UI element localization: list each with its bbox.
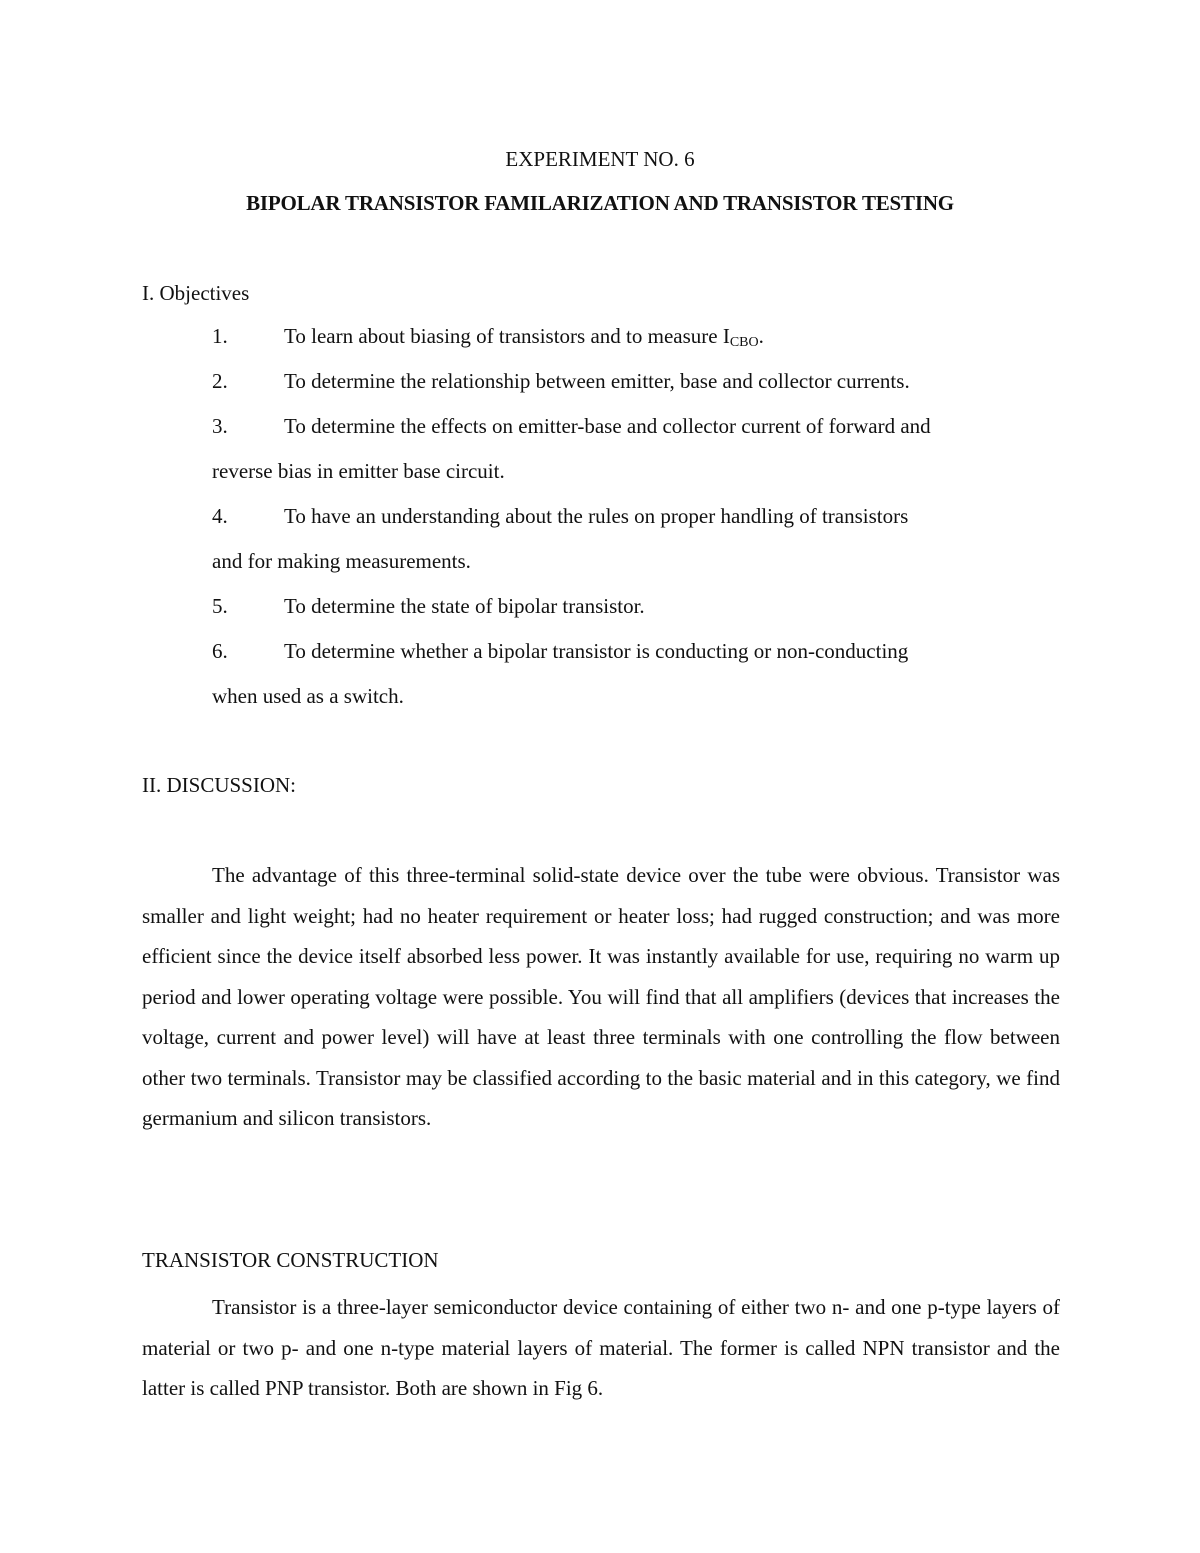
experiment-number: EXPERIMENT NO. 6: [505, 147, 695, 171]
discussion-heading: II. DISCUSSION:: [142, 773, 297, 797]
objectives-heading: I. Objectives: [142, 281, 250, 305]
objective-text: To learn about biasing of transistors and to measure $I_{CBO}$.: [284, 324, 764, 350]
objective-number: 1.: [212, 324, 228, 348]
objective-text: To have an understanding about the rules on proper handling of transistors: [284, 504, 909, 528]
objective-number: 6.: [212, 639, 228, 663]
construction-heading: TRANSISTOR CONSTRUCTION: [142, 1248, 439, 1272]
objective-text-continued: reverse bias in emitter base circuit.: [212, 459, 505, 483]
icbo-subscript: CBO: [729, 335, 759, 350]
construction-paragraph: Transistor is a three-layer semiconductor device containing of either two n- and one p-type layers of material or two p- and one n-type material layers of material. The former is called NPN transistor and the latter is called PNP transistor. Both are shown in Fig 6.: [142, 1295, 1060, 1400]
objective-number: 3.: [212, 414, 228, 438]
objective-number: 5.: [212, 594, 228, 618]
experiment-title: BIPOLAR TRANSISTOR FAMILARIZATION AND TRANSISTOR TESTING: [246, 191, 954, 215]
objective-text: To determine whether a bipolar transistor is conducting or non-conducting: [284, 639, 909, 663]
objective-text-continued: when used as a switch.: [212, 684, 404, 708]
objective-text-continued: and for making measurements.: [212, 549, 471, 573]
objective-text: To determine the effects on emitter-base and collector current of forward and: [284, 414, 931, 438]
discussion-paragraph: The advantage of this three-terminal solid-state device over the tube were obvious. Transistor was smaller and light weight; had no heater requirement or heater loss; had rugged construction; and was more efficient since the device itself absorbed less power. It was instantly available for use, requiring no warm up period and lower operating voltage were possible. You will find that all amplifiers (devices that increases the voltage, current and power level) will have at least three terminals with one controlling the flow between other two terminals. Transistor may be classified according to the basic material and in this category, we find germanium and silicon transistors.: [142, 863, 1060, 1130]
objective-text: To determine the relationship between emitter, base and collector currents.: [284, 369, 910, 393]
objective-number: 2.: [212, 369, 228, 393]
objective-text: To determine the state of bipolar transistor.: [284, 594, 645, 618]
objective-number: 4.: [212, 504, 228, 528]
